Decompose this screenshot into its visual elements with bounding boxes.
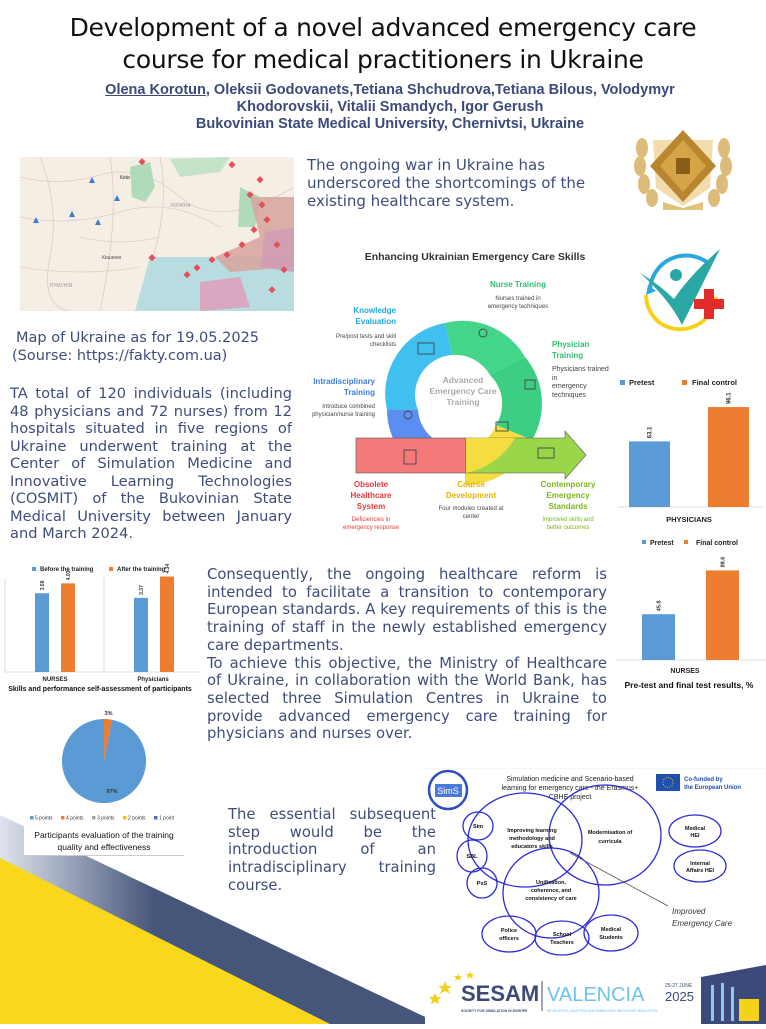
- node-intra-title-2: Training: [343, 388, 375, 397]
- sims-logo-text: SimS: [437, 786, 459, 796]
- reform-paragraph-1: Consequently, the ongoing healthcare reform is intended to facilitate a transition to contemporary European standards. A key requirements of this is the training of staff in the newly established emergency care departments.: [207, 566, 607, 654]
- legend-swatch-final: [682, 380, 687, 385]
- label-students-2: Students: [599, 935, 623, 941]
- node-obsolete-title-3: System: [356, 502, 386, 511]
- legend-label-2-points: 2 points: [128, 815, 146, 822]
- legend-label-final: Final control: [696, 540, 738, 547]
- data-label-after-the-training-physicians: 4.34: [165, 563, 171, 574]
- evaluation-pie-chart: [24, 705, 184, 855]
- erasmus-title-1: Simulation medicine and Scenario-based: [506, 776, 634, 783]
- legend-label-3-points: 3 points: [97, 815, 115, 822]
- label-improving-1: Improving learning: [507, 828, 557, 834]
- label-students-1: Medical: [600, 927, 622, 933]
- node-knowledge-title-2: Evaluation: [355, 317, 396, 326]
- map-graphic: [20, 157, 294, 311]
- node-obsolete-desc-2: emergency response: [342, 525, 400, 531]
- label-improving-3: educators skills: [511, 844, 553, 850]
- legend-label-5-points: 5 points: [35, 815, 53, 822]
- legend-swatch-3-points: [92, 816, 96, 820]
- legend-swatch-1-point: [154, 816, 158, 820]
- label-modernisation-2: curricula: [598, 839, 622, 845]
- conference-year: 2025: [665, 989, 694, 1004]
- pie-label-4-points: 3%: [104, 711, 113, 718]
- legend-swatch-2-points: [123, 816, 127, 820]
- erasmus-title-3: CBHE project: [548, 794, 592, 801]
- authors-block: [60, 82, 720, 133]
- title-line-2: course for medical practitioners in Ukraine: [122, 45, 644, 74]
- data-label-pretest-nurses: 45.8: [656, 600, 663, 612]
- label-medical-hei-1: Medical: [684, 826, 706, 832]
- center-label-3: Training: [446, 397, 480, 407]
- valencia-wordmark: VALENCIA: [547, 984, 645, 1006]
- node-intra-title-1: Intradisciplinary: [313, 377, 375, 386]
- pie-title-line-1: Participants evaluation of the training: [34, 830, 174, 840]
- sesam-subtitle: SOCIETY FOR SIMULATION IN EUROPE: [461, 1009, 528, 1013]
- node-obsolete-title-2: Healthcare: [350, 491, 392, 500]
- legend-label-after: After the training: [117, 567, 166, 573]
- label-sim: Sim: [472, 824, 484, 830]
- node-physician-desc: [552, 366, 614, 400]
- eu-cofunded-line-1: Co-funded by: [684, 777, 723, 783]
- label-internal-hei-2: Affairs HEI: [685, 868, 715, 874]
- chart-title-self-assessment: Skills and performance self-assessment of participants: [8, 686, 192, 693]
- reform-paragraph-2: To achieve this objective, the Ministry of Healthcare of Ukraine, in collaboration with the World Bank, has selected three Simulation Centres in Ukraine to provide advanced emergency care training for physicians and nurses over.: [207, 654, 607, 743]
- label-unification-2: coherence, and: [530, 888, 572, 894]
- legend-label-pretest: Pretest: [629, 378, 655, 387]
- legend-swatch-5-points: [30, 816, 34, 820]
- node-course-title-2: Development: [445, 491, 497, 500]
- node-obsolete-desc-1: Deficiencies in: [351, 517, 391, 523]
- bar-final-control-physicians: [708, 407, 749, 507]
- node-course-desc-2: center: [462, 514, 480, 520]
- label-teachers-2: Teachers: [550, 940, 574, 946]
- label-pss: PsS: [476, 881, 488, 887]
- map-label-ukraine: УКРАЇНА: [170, 203, 191, 209]
- obsolete-bar: [356, 438, 466, 473]
- node-physician-title-2: Training: [552, 351, 584, 360]
- pie-chart-panel: [24, 705, 184, 856]
- data-label-before-the-training-nurses: 3.58: [40, 580, 46, 591]
- bar-pretest-nurses: [642, 614, 675, 660]
- node-standards-desc-2: better outcomes: [546, 525, 590, 531]
- building-icon: [701, 965, 766, 1024]
- ukraine-map: [20, 157, 294, 311]
- node-obsolete-title-1: Obsolete: [353, 480, 389, 489]
- bar-before-the-training-nurses: [35, 593, 49, 672]
- co-authors: , Oleksii Godovanets,Tetiana Shchudrova,Tetiana Bilous, Volodymyr Khodorovskii, Vitalii Smandych, Igor Gerush: [205, 82, 675, 115]
- sesam-footer: [425, 965, 766, 1024]
- node-physician-title-1: Physician: [552, 340, 590, 349]
- node-intra-desc-1: Introduce combined: [322, 404, 375, 410]
- data-label-pretest-physicians: 63.1: [647, 426, 654, 439]
- sesam-wordmark: SESAM: [461, 981, 540, 1006]
- bar-pretest-physicians: [629, 441, 670, 507]
- nurses-pretest-chart: [612, 533, 766, 693]
- pie-label-5-points: 97%: [106, 789, 118, 795]
- erasmus-project-diagram: [420, 768, 766, 958]
- diagram-title: Enhancing Ukrainian Emergency Care Skills: [364, 251, 586, 263]
- label-unification-3: consistency of care: [525, 896, 577, 902]
- label-police-1: Police: [500, 928, 518, 934]
- label-teachers-1: School: [552, 932, 572, 938]
- data-label-final-control-nurses: 89.6: [720, 556, 727, 568]
- label-medical-hei-2: HEI: [690, 833, 700, 839]
- node-nurse-desc-1: Nurses trained in: [495, 296, 541, 302]
- category-label-nurses: NURSES: [42, 677, 68, 683]
- bar-final-control-nurses: [706, 570, 739, 660]
- node-intra-desc-2: physician/nurse training: [311, 412, 375, 418]
- node-knowledge-desc-2: checklists: [369, 342, 396, 348]
- chart-title-pretest: Pre-test and final test results, %: [624, 680, 754, 690]
- node-standards-title-1: Contemporary: [540, 480, 596, 489]
- legend-swatch-4-points: [61, 816, 65, 820]
- node-nurse-title: Nurse Training: [489, 280, 547, 289]
- conference-tagline: DEVELOPING, ADOPTING AND EMBEDDING INNOVATIVE SIMULATION: [547, 1009, 658, 1013]
- node-standards-title-3: Standards: [548, 502, 588, 511]
- circle-police: [482, 916, 536, 952]
- category-label-nurses: NURSES: [670, 668, 700, 675]
- node-course-title-1: Course: [457, 480, 485, 489]
- eu-flag-icon: [656, 774, 680, 791]
- intro-text: The ongoing war in Ukraine has underscored the shortcomings of the existing healthcare system.: [307, 156, 586, 210]
- node-knowledge-desc-1: Pre/post tests and skill: [335, 334, 396, 340]
- label-unification-1: Unification,: [536, 880, 566, 886]
- legend-label-pretest: Pretest: [650, 540, 674, 547]
- legend-swatch-after: [109, 567, 113, 571]
- node-course-desc-1: Four modules created at: [438, 506, 504, 512]
- pie-title-line-2: quality and effectiveness: [57, 842, 151, 852]
- participants-text: TA total of 120 individuals (including 48 physicians and 72 nurses) from 12 hospitals situated in five regions of Ukraine underwent training at the Center of Simulation Medicine and Innovative Learning Technologies (COSMIT) of the Bukovinian State Medical University between January and March 2024.: [10, 385, 292, 542]
- eu-cofunded-line-2: the European Union: [684, 785, 741, 791]
- category-label-physicians: Physicians: [137, 677, 169, 683]
- label-modernisation-1: Modernisation of: [587, 830, 633, 836]
- conference-dates: 25-27 JUNE: [665, 983, 693, 989]
- university-crest-icon: [628, 118, 738, 214]
- poster-title: [0, 12, 766, 76]
- map-caption: [12, 329, 302, 365]
- legend-label-4-points: 4 points: [66, 815, 84, 822]
- center-label-1: Advanced: [442, 375, 484, 385]
- legend-swatch-before: [32, 567, 36, 571]
- health-logo-icon: [630, 245, 738, 335]
- node-standards-title-2: Emergency: [546, 491, 590, 500]
- map-label-romania: РУМУНІЯ: [50, 283, 73, 289]
- legend-label-final: Final control: [692, 378, 737, 387]
- data-label-after-the-training-nurses: 4.03: [66, 570, 72, 581]
- label-sbl: SBL: [466, 854, 478, 860]
- legend-label-1-point: 1 point: [159, 815, 175, 822]
- affiliation: Bukovinian State Medical University, Chernivtsi, Ukraine: [195, 116, 585, 132]
- legend-swatch-final: [684, 540, 688, 544]
- data-label-before-the-training-physicians: 3.37: [139, 585, 145, 595]
- node-nurse-desc-2: emergency techniques: [487, 304, 549, 310]
- node-standards-desc-1: Improved skills and: [542, 517, 594, 523]
- subsequent-step-text: The essential subsequent step would be the introduction of an intradisciplinary training course.: [228, 806, 436, 894]
- map-caption-source: (Sourse: https://fakty.com.ua): [12, 348, 228, 364]
- circle-students: [584, 915, 638, 951]
- map-label-kyiv: Київ: [120, 175, 130, 181]
- node-knowledge-title-1: Knowledge: [353, 306, 396, 315]
- legend-swatch-pretest: [642, 540, 646, 544]
- annotation-line-2: Emergency Care: [672, 919, 733, 928]
- label-internal-hei-1: Internal: [690, 861, 710, 867]
- legend-label-before: Before the training: [40, 567, 94, 573]
- erasmus-title-2: learning for emergency care - the Erasmus+: [501, 785, 639, 792]
- self-assessment-chart: [0, 560, 205, 695]
- center-label-2: Emergency Care: [429, 386, 497, 396]
- bar-after-the-training-physicians: [160, 577, 174, 672]
- title-line-1: Development of a novel advanced emergency care: [69, 13, 697, 42]
- category-label-physicians: PHYSICIANS: [666, 515, 712, 524]
- node-physician-desc-1: Physicians trained in: [552, 366, 609, 382]
- annotation-line-1: Improved: [672, 907, 706, 916]
- presenting-author: Olena Korotun: [105, 82, 206, 98]
- node-physician-desc-2: emergency techniques: [552, 383, 587, 399]
- physicians-pretest-chart: [612, 374, 766, 529]
- bar-before-the-training-physicians: [134, 598, 148, 672]
- bar-after-the-training-nurses: [61, 583, 75, 672]
- label-improving-2: methodology and: [509, 836, 555, 842]
- sesam-logo: [425, 965, 766, 1024]
- data-label-final-control-physicians: 96.1: [726, 392, 733, 405]
- label-police-2: officers: [499, 936, 519, 942]
- map-label-chisinau: Кишинів: [102, 255, 122, 261]
- legend-swatch-pretest: [620, 380, 625, 385]
- reform-text: [207, 566, 607, 743]
- map-caption-date: Map of Ukraine as for 19.05.2025: [16, 330, 260, 346]
